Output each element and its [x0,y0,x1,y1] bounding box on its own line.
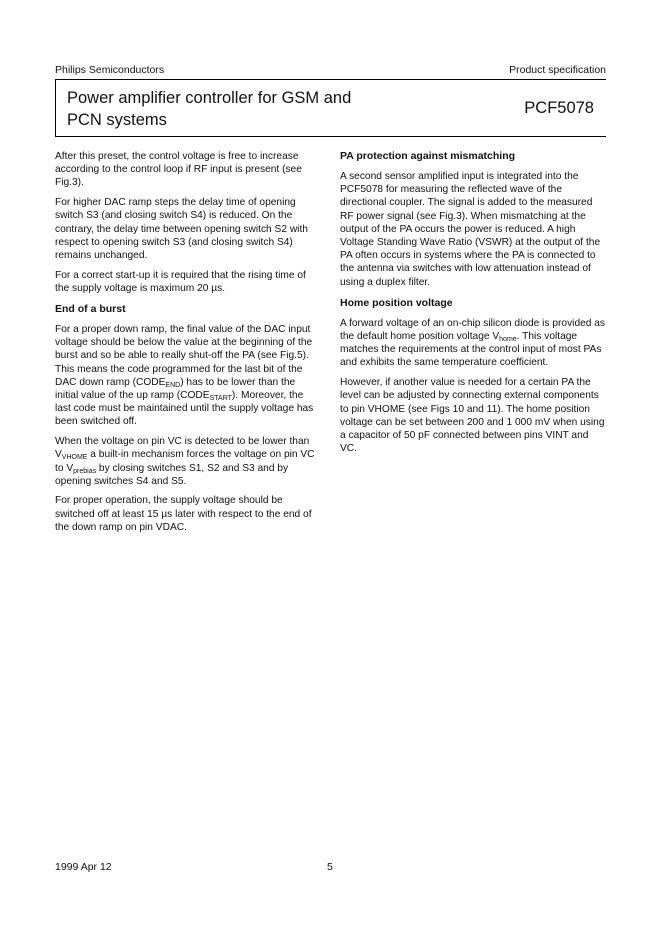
right-column [340,150,606,462]
paragraph: For a correct start-up it is required that the rising time of the supply voltage is maximum 20 µs. [55,269,306,294]
paragraph: For higher DAC ramp steps the delay time of opening switch S3 (and closing switch S4) is reduced. On the contrary, the delay time between opening switch S2 with respect to opening switch S3 (and closing switch S4) remains unchanged. [55,197,308,261]
paragraph: When the voltage on pin VC is detected to be lower than $V_{VHOME}$ a built-in mechanism forces the voltage on pin VC to $V_{prebias}$ by closing switches S1, S2 and S3 and by opening switches S4 and S5. [55,436,315,487]
paragraph: After this preset, the control voltage is free to increase according to the control loop if RF input is present (see Fig.3). [55,151,302,189]
section-heading: End of a burst [55,303,126,316]
page-title: Power amplifier controller for GSM and PCN systems [67,89,352,129]
paragraph: For a proper down ramp, the final value of the DAC input voltage should be below the value at the beginning of the burst and so be able to really shut-off the PA (see Fig.5). This means the code programmed for the last bit of the DAC down ramp $(CODE_{END})$ has to be lower than the initial value of the up ramp $(CODE_{START})$. Moreover, the last code must be maintained until the supply voltage has been switched off. [55,324,314,428]
part-number: PCF5078 [524,99,594,117]
paragraph: A forward voltage of an on-chip silicon diode is provided as the default home position voltage $V_{home}$. This voltage matches the requirements at the control input of most PAs and exhibits the same temperature coefficient. [340,317,606,369]
page-number: 5 [327,861,333,873]
company-name: Philips Semiconductors [55,64,165,76]
title-box [55,79,606,137]
footer-date: 1999 Apr 12 [55,861,112,873]
section-heading: Home position voltage [340,296,453,309]
title-divider [55,79,56,136]
section-heading: PA protection against mismatching [340,150,516,162]
left-column [55,150,321,541]
paragraph: A second sensor amplified input is integrated into the PCF5078 for measuring the reflected wave of the directional coupler. The signal is added to the measured RF power signal (see Fig.3). When mismatching at the output of the PA occurs the power is reduced. A high Voltage Standing Wave Ratio (VSWR) at the output of the PA often occurs in systems where the PA is connected to the antenna via switches with low attenuation instead of using a duplex filter. [340,171,601,288]
paragraph: However, if another value is needed for a certain PA the level can be adjusted by connecting external components to pin VHOME (see Figs 10 and 11). The home position voltage can be set between 200 and 1 000 mV when using a capacitor of 50 pF connected between pins VINT and VC. [340,377,605,455]
paragraph: For proper operation, the supply voltage should be switched off at least 15 µs later with respect to the end of the down ramp on pin VDAC. [55,495,312,533]
document-type: Product specification [509,64,606,76]
